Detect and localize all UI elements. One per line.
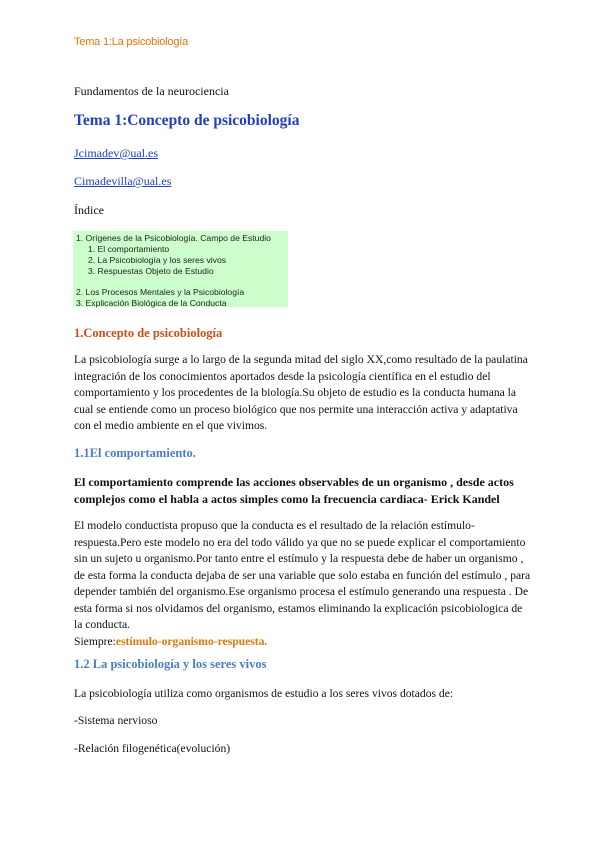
email-link-1[interactable]: Jcimadev@ual.es bbox=[74, 146, 159, 160]
subsection-heading: 1.2 La psicobiología y los seres vivos bbox=[74, 657, 267, 671]
toc-item[interactable]: 3. Explicación Biológica de la Conducta bbox=[76, 298, 227, 308]
definition-quote: El comportamiento comprende las acciones observables de un organismo , desde actos complejos como el habla a actos simples como la frecuencia cardiaca- Erick Kandel bbox=[74, 475, 514, 506]
document-title: Tema 1:Concepto de psicobiología bbox=[74, 112, 300, 129]
always-label: Siempre: bbox=[74, 634, 116, 648]
toc-spacer bbox=[73, 277, 288, 287]
list-item: -Relación filogenética(evolución) bbox=[74, 742, 231, 755]
document-subtitle: Fundamentos de la neurociencia bbox=[74, 84, 229, 98]
table-of-contents bbox=[73, 231, 288, 307]
list-item: -Sistema nervioso bbox=[74, 714, 158, 727]
page-header: Tema 1:La psicobiología bbox=[74, 36, 189, 48]
paragraph-text: El modelo conductista propuso que la conducta es el resultado de la relación estímulo-respuesta.Pero este modelo no era del todo válido ya que no se puede explicar el comportamiento sin un sujeto u organismo.Por tanto entre el estímulo y la respuesta debe de haber un organismo , de esta forma la conducta dejaba de ser una variable que solo estaba en función del estímulo , para depender también del organismo.Ese organismo procesa el estímulo generando una respuesta . De esta forma si nos olvidamos del organismo, estamos eliminando la explicación psicobiologica de la conducta. bbox=[74, 519, 531, 631]
section-paragraph bbox=[74, 518, 532, 650]
section-paragraph: La psicobiología utiliza como organismos de estudio a los seres vivos dotados de: bbox=[74, 687, 454, 700]
toc-item[interactable]: 3. Respuestas Objeto de Estudio bbox=[88, 266, 214, 276]
section-paragraph: La psicobiología surge a lo largo de la segunda mitad del siglo XX,como resultado de la paulatina integración de los conocimientos aportados desde la psicología científica en el estudio del comportamiento y los procedentes de la biología.Su objeto de estudio es la conducta humana la cual se entiende como un proceso biológico que nos permite una interacción activa y adaptativa con el medio ambiente en el que vivimos. bbox=[74, 353, 528, 432]
toc-item[interactable]: 2. Los Procesos Mentales y la Psicobiología bbox=[76, 287, 245, 297]
toc-item[interactable]: 2. La Psicobiología y los seres vivos bbox=[88, 255, 227, 265]
toc-item[interactable]: 1. Orígenes de la Psicobiología. Campo de Estudio bbox=[76, 233, 271, 243]
subsection-heading: 1.1El comportamiento. bbox=[74, 446, 196, 460]
section-heading: 1.Concepto de psicobiología bbox=[74, 326, 223, 340]
always-value: estímulo-organismo-respuesta. bbox=[115, 634, 268, 648]
email-link-2[interactable]: Cimadevilla@ual.es bbox=[74, 174, 172, 188]
toc-item[interactable]: 1. El comportamiento bbox=[88, 244, 170, 254]
index-label: Índice bbox=[74, 203, 104, 217]
